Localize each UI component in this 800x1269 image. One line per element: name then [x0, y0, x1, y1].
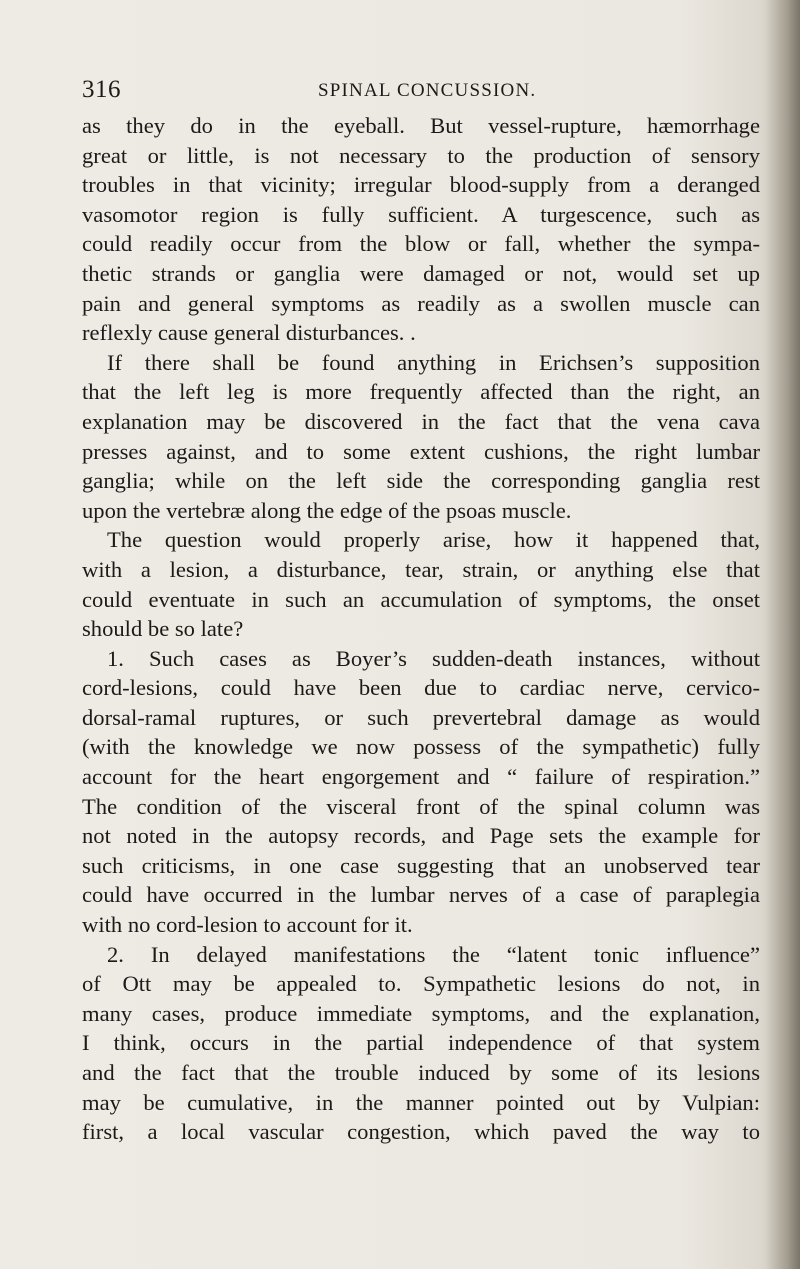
text-line: could eventuate in such an accumulation of symptoms, the onset [82, 586, 760, 612]
text-line: I think, occurs in the partial independence of that system [82, 1030, 760, 1056]
text-line: of Ott may be appealed to. Sympathetic lesions do not, in [82, 971, 760, 997]
text-line: may be cumulative, in the manner pointed out by Vulpian: [82, 1089, 760, 1115]
running-head [82, 76, 752, 106]
text-line: great or little, is not necessary to the production of sensory [82, 142, 760, 168]
text-line: pain and general symptoms as readily as a swollen muscle can [82, 290, 760, 316]
text-line: as they do in the eyeball. But vessel-rupture, hæmorrhage [82, 113, 760, 138]
text-line: ganglia; while on the left side the corresponding ganglia rest [82, 468, 760, 494]
text-line: cord-lesions, could have been due to cardiac nerve, cervico- [82, 675, 760, 701]
text-line: and the fact that the trouble induced by some of its lesions [82, 1060, 760, 1085]
body-text [82, 111, 760, 1147]
page-edge-shadow [766, 0, 800, 1269]
text-line: reflexly cause general disturbances. . [82, 320, 416, 346]
text-line: (with the knowledge we now possess of the sympathetic) fully [82, 734, 760, 760]
text-line: with no cord-lesion to account for it. [82, 912, 413, 938]
text-line: vasomotor region is fully sufficient. A turgescence, such as [82, 201, 760, 227]
text-line: upon the vertebræ along the edge of the psoas muscle. [82, 497, 572, 523]
text-line: The question would properly arise, how it happened that, [107, 527, 760, 553]
text-line: not noted in the autopsy records, and Page sets the example for [82, 823, 760, 849]
page-number: 316 [82, 76, 121, 103]
text-line: could have occurred in the lumbar nerves of a case of paraplegia [82, 882, 760, 908]
text-line: thetic strands or ganglia were damaged or not, would set up [82, 260, 760, 286]
text-line: account for the heart engorgement and “ failure of respiration.” [82, 764, 760, 790]
text-line: that the left leg is more frequently affected than the right, an [82, 379, 760, 405]
text-line: presses against, and to some extent cushions, the right lumbar [82, 438, 760, 464]
text-line: troubles in that vicinity; irregular blood-supply from a deranged [82, 172, 760, 198]
text-line: dorsal-ramal ruptures, or such prevertebral damage as would [82, 704, 760, 730]
text-line: 2. In delayed manifestations the “latent tonic influence” [107, 941, 760, 967]
text-line: 1. Such cases as Boyer’s sudden-death instances, without [107, 645, 760, 671]
text-line: explanation may be discovered in the fact that the vena cava [82, 408, 760, 434]
running-head-title: SPINAL CONCUSSION. [318, 80, 537, 101]
text-line: such criticisms, in one case suggesting that an unobserved tear [82, 852, 760, 878]
text-line: If there shall be found anything in Erichsen’s supposition [107, 349, 760, 375]
text-line: many cases, produce immediate symptoms, and the explanation, [82, 1000, 760, 1026]
text-line: could readily occur from the blow or fall, whether the sympa- [82, 231, 760, 257]
text-line: with a lesion, a disturbance, tear, strain, or anything else that [82, 556, 760, 582]
text-line: first, a local vascular congestion, which paved the way to [82, 1119, 760, 1145]
text-line: should be so late? [82, 616, 244, 642]
text-line: The condition of the visceral front of the spinal column was [82, 793, 760, 819]
